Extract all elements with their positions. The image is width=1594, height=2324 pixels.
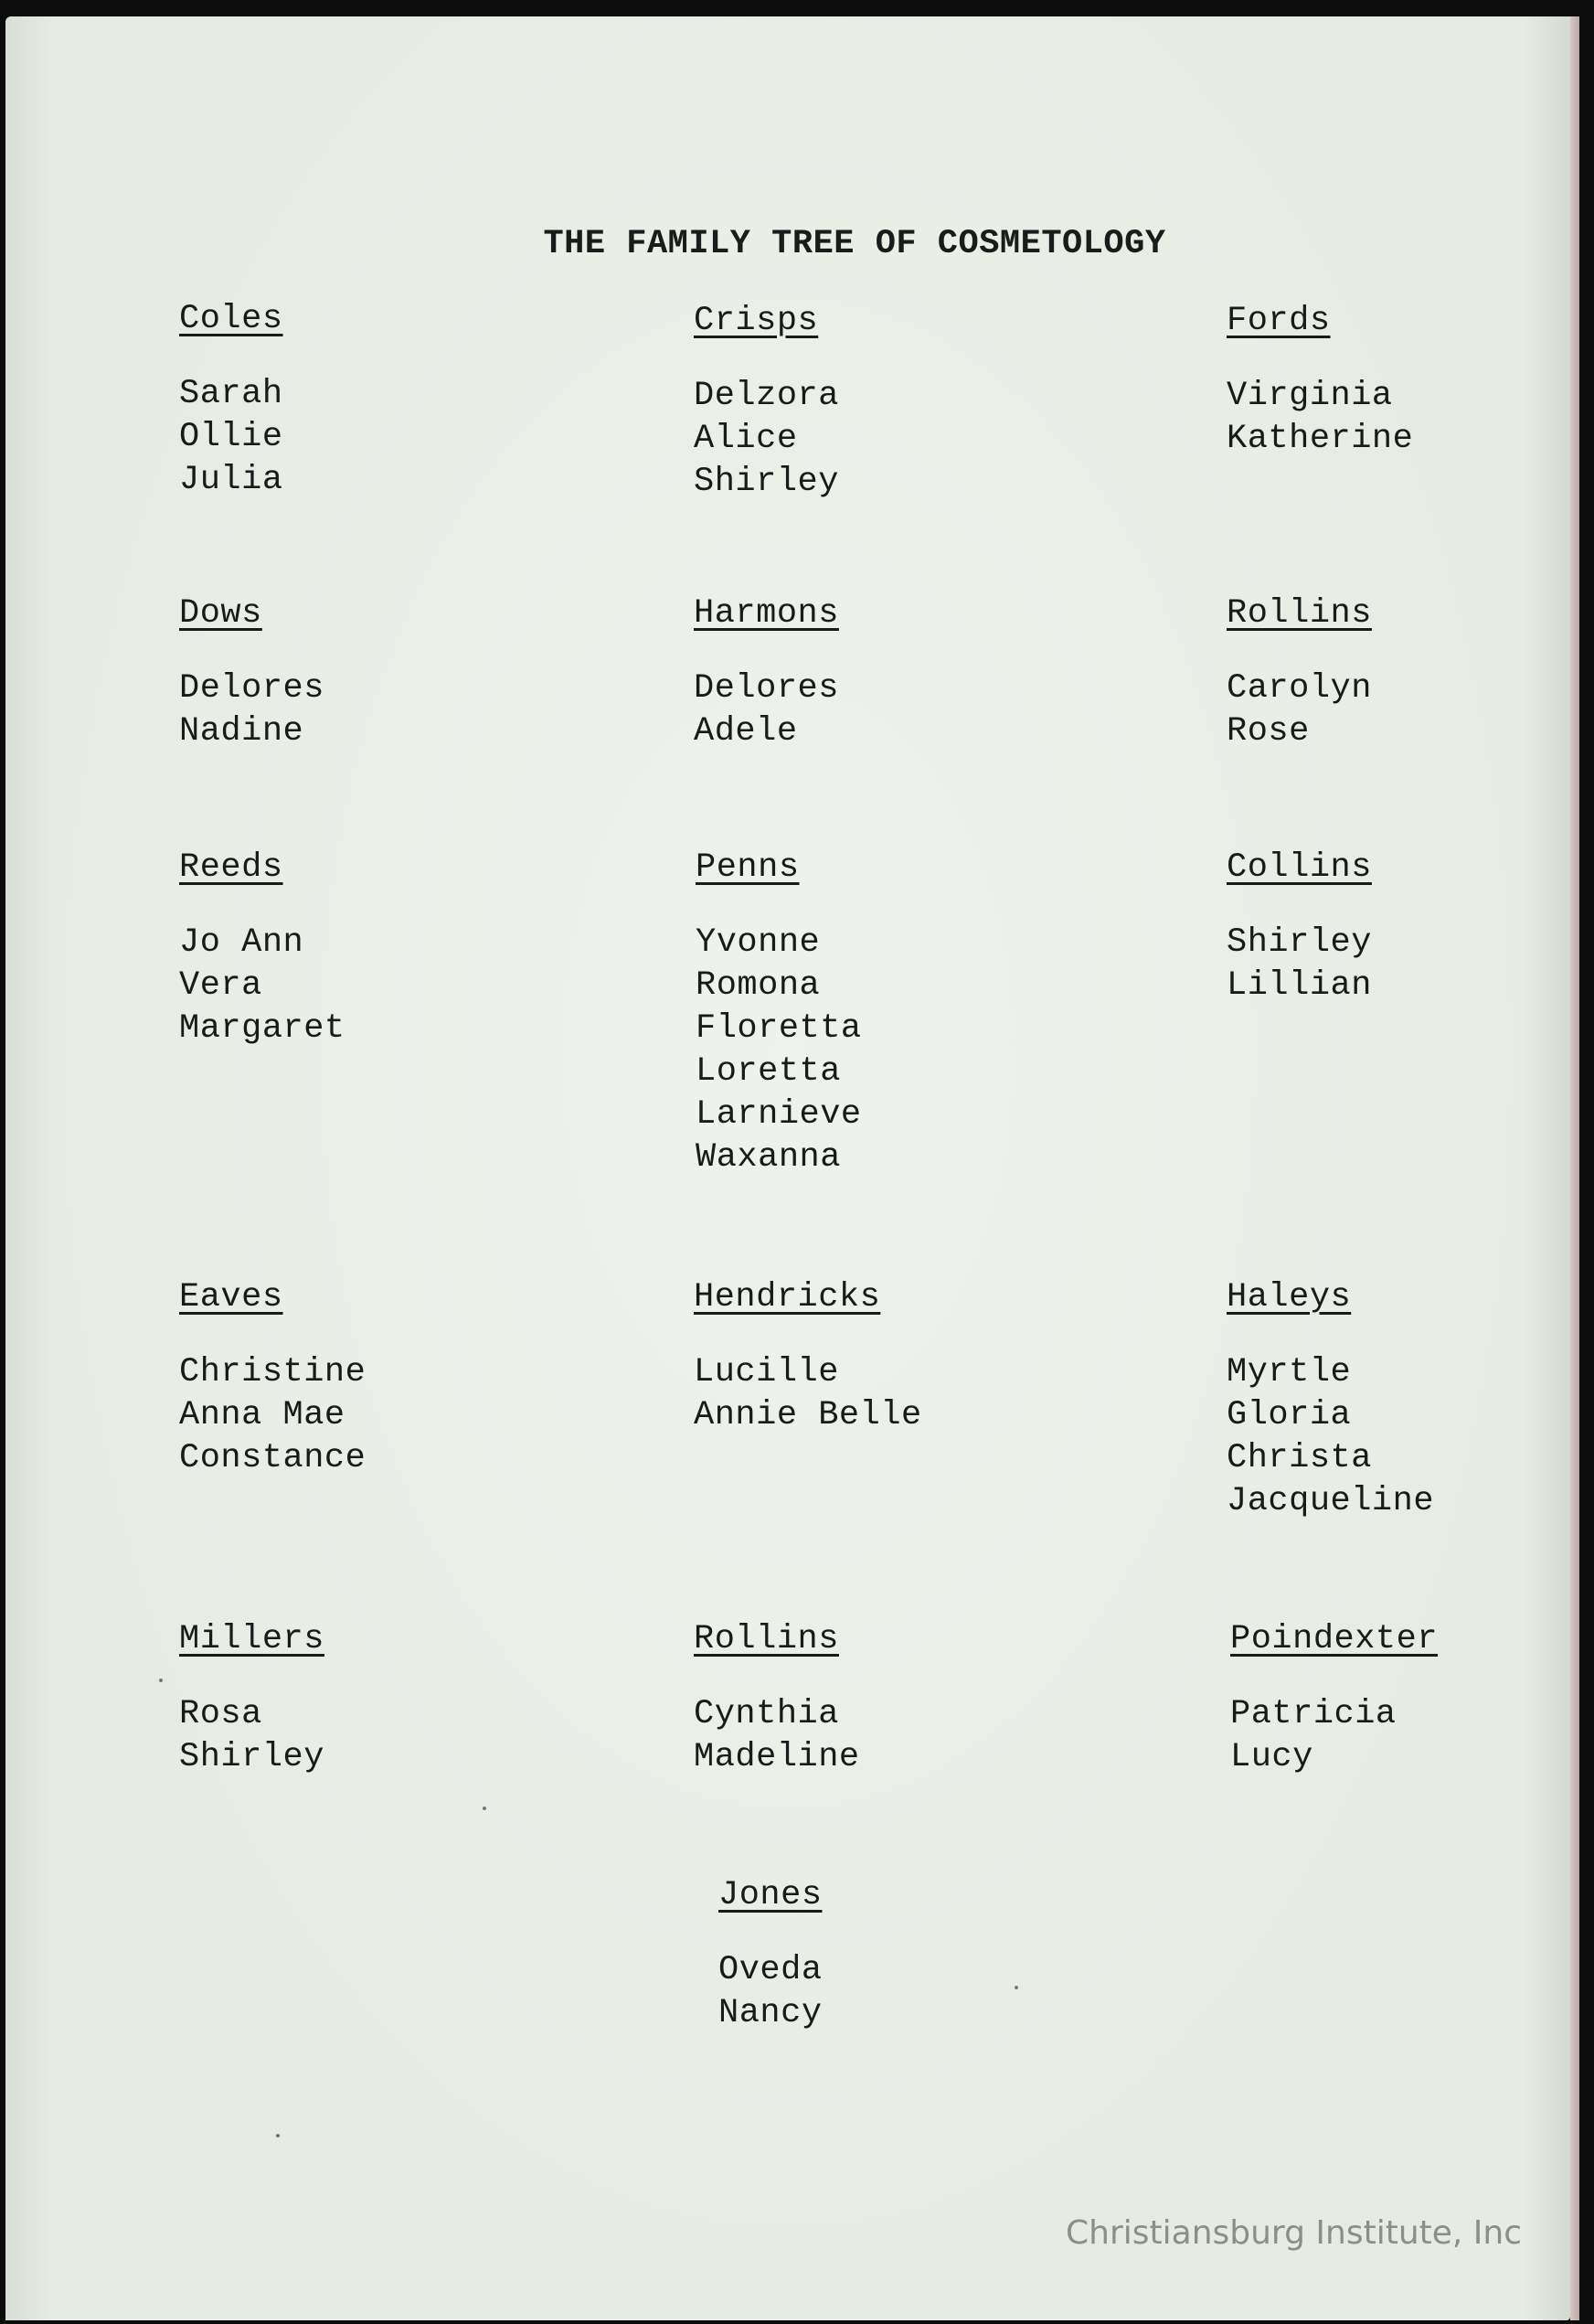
member-name: Alice xyxy=(694,420,798,458)
paper-speck xyxy=(483,1807,486,1810)
family-name: Fords xyxy=(1227,302,1331,340)
member-list xyxy=(179,667,324,753)
member-name: Jo Ann xyxy=(179,923,304,962)
member-name: Julia xyxy=(179,461,283,499)
family-block-jones xyxy=(718,1874,823,2035)
member-list xyxy=(179,1693,324,1779)
member-name: Vera xyxy=(179,966,262,1005)
member-name: Romona xyxy=(696,966,821,1005)
family-name: Haleys xyxy=(1227,1278,1352,1317)
member-name: Cynthia xyxy=(694,1695,839,1733)
document-page xyxy=(5,16,1570,2320)
member-list xyxy=(696,922,862,1179)
member-name: Margaret xyxy=(179,1009,345,1048)
member-name: Ollie xyxy=(179,418,283,456)
family-name: Penns xyxy=(696,848,800,887)
member-name: Patricia xyxy=(1230,1695,1397,1733)
paper-speck xyxy=(1015,1986,1018,1989)
member-name: Rosa xyxy=(179,1695,262,1733)
member-name: Rose xyxy=(1227,712,1310,751)
family-block-hendricks xyxy=(694,1276,922,1437)
member-name: Jacqueline xyxy=(1227,1482,1435,1520)
family-name: Rollins xyxy=(1227,594,1372,633)
member-name: Christa xyxy=(1227,1439,1372,1477)
family-name: Collins xyxy=(1227,848,1372,887)
family-name: Crisps xyxy=(694,302,819,340)
member-name: Lucy xyxy=(1230,1738,1313,1776)
member-name: Loretta xyxy=(696,1052,841,1091)
member-name: Katherine xyxy=(1227,420,1414,458)
member-name: Carolyn xyxy=(1227,669,1372,708)
family-name: Jones xyxy=(718,1876,823,1914)
member-name: Shirley xyxy=(1227,923,1372,962)
family-block-rollins-2 xyxy=(694,1618,860,1779)
family-name: Eaves xyxy=(179,1278,283,1317)
member-list xyxy=(718,1949,823,2035)
member-name: Lucille xyxy=(694,1353,839,1391)
family-block-crisps xyxy=(694,300,839,504)
member-list xyxy=(1230,1693,1438,1779)
page-edge xyxy=(1570,16,1579,2320)
family-block-dows xyxy=(179,592,324,753)
member-name: Yvonne xyxy=(696,923,821,962)
family-name: Reeds xyxy=(179,848,283,887)
member-name: Christine xyxy=(179,1353,367,1391)
member-list xyxy=(1227,667,1372,753)
family-block-coles xyxy=(179,298,283,502)
member-list xyxy=(694,667,839,753)
member-name: Waxanna xyxy=(696,1138,841,1177)
archive-watermark: Christiansburg Institute, Inc xyxy=(1066,2214,1523,2252)
member-list xyxy=(179,1351,366,1480)
member-list xyxy=(179,922,345,1050)
family-name: Millers xyxy=(179,1620,324,1658)
member-name: Nancy xyxy=(718,1994,823,2032)
paper-speck xyxy=(276,2134,280,2137)
member-name: Shirley xyxy=(179,1738,324,1776)
family-block-fords xyxy=(1227,300,1413,461)
family-name: Harmons xyxy=(694,594,839,633)
family-block-poindexter xyxy=(1230,1618,1438,1779)
family-name: Poindexter xyxy=(1230,1620,1439,1658)
member-name: Myrtle xyxy=(1227,1353,1352,1391)
family-block-reeds xyxy=(179,847,345,1050)
family-name: Coles xyxy=(179,300,283,338)
member-name: Anna Mae xyxy=(179,1396,345,1434)
member-name: Madeline xyxy=(694,1738,860,1776)
family-block-harmons xyxy=(694,592,839,753)
member-list xyxy=(694,375,839,504)
member-name: Shirley xyxy=(694,463,839,501)
member-name: Gloria xyxy=(1227,1396,1352,1434)
member-name: Larnieve xyxy=(696,1095,862,1134)
family-block-rollins xyxy=(1227,592,1372,753)
member-name: Sarah xyxy=(179,375,283,413)
member-list xyxy=(179,373,283,502)
member-list xyxy=(1227,1351,1434,1523)
family-name: Dows xyxy=(179,594,262,633)
member-name: Nadine xyxy=(179,712,304,751)
family-block-millers xyxy=(179,1618,324,1779)
member-name: Adele xyxy=(694,712,798,751)
member-list xyxy=(1227,375,1413,461)
family-block-eaves xyxy=(179,1276,366,1480)
family-block-collins xyxy=(1227,847,1372,1007)
member-name: Delores xyxy=(694,669,839,708)
family-block-haleys xyxy=(1227,1276,1434,1523)
member-list xyxy=(694,1351,922,1437)
family-name: Rollins xyxy=(694,1620,839,1658)
member-name: Delores xyxy=(179,669,324,708)
member-name: Delzora xyxy=(694,377,839,415)
member-name: Oveda xyxy=(718,1951,823,1989)
family-block-penns xyxy=(696,847,862,1179)
paper-speck xyxy=(159,1679,163,1682)
member-name: Lillian xyxy=(1227,966,1372,1005)
family-name: Hendricks xyxy=(694,1278,881,1317)
member-name: Constance xyxy=(179,1439,367,1477)
member-name: Virginia xyxy=(1227,377,1393,415)
member-name: Annie Belle xyxy=(694,1396,922,1434)
member-list xyxy=(1227,922,1372,1007)
member-name: Floretta xyxy=(696,1009,862,1048)
member-list xyxy=(694,1693,860,1779)
document-title: THE FAMILY TREE OF COSMETOLOGY xyxy=(543,225,1166,263)
